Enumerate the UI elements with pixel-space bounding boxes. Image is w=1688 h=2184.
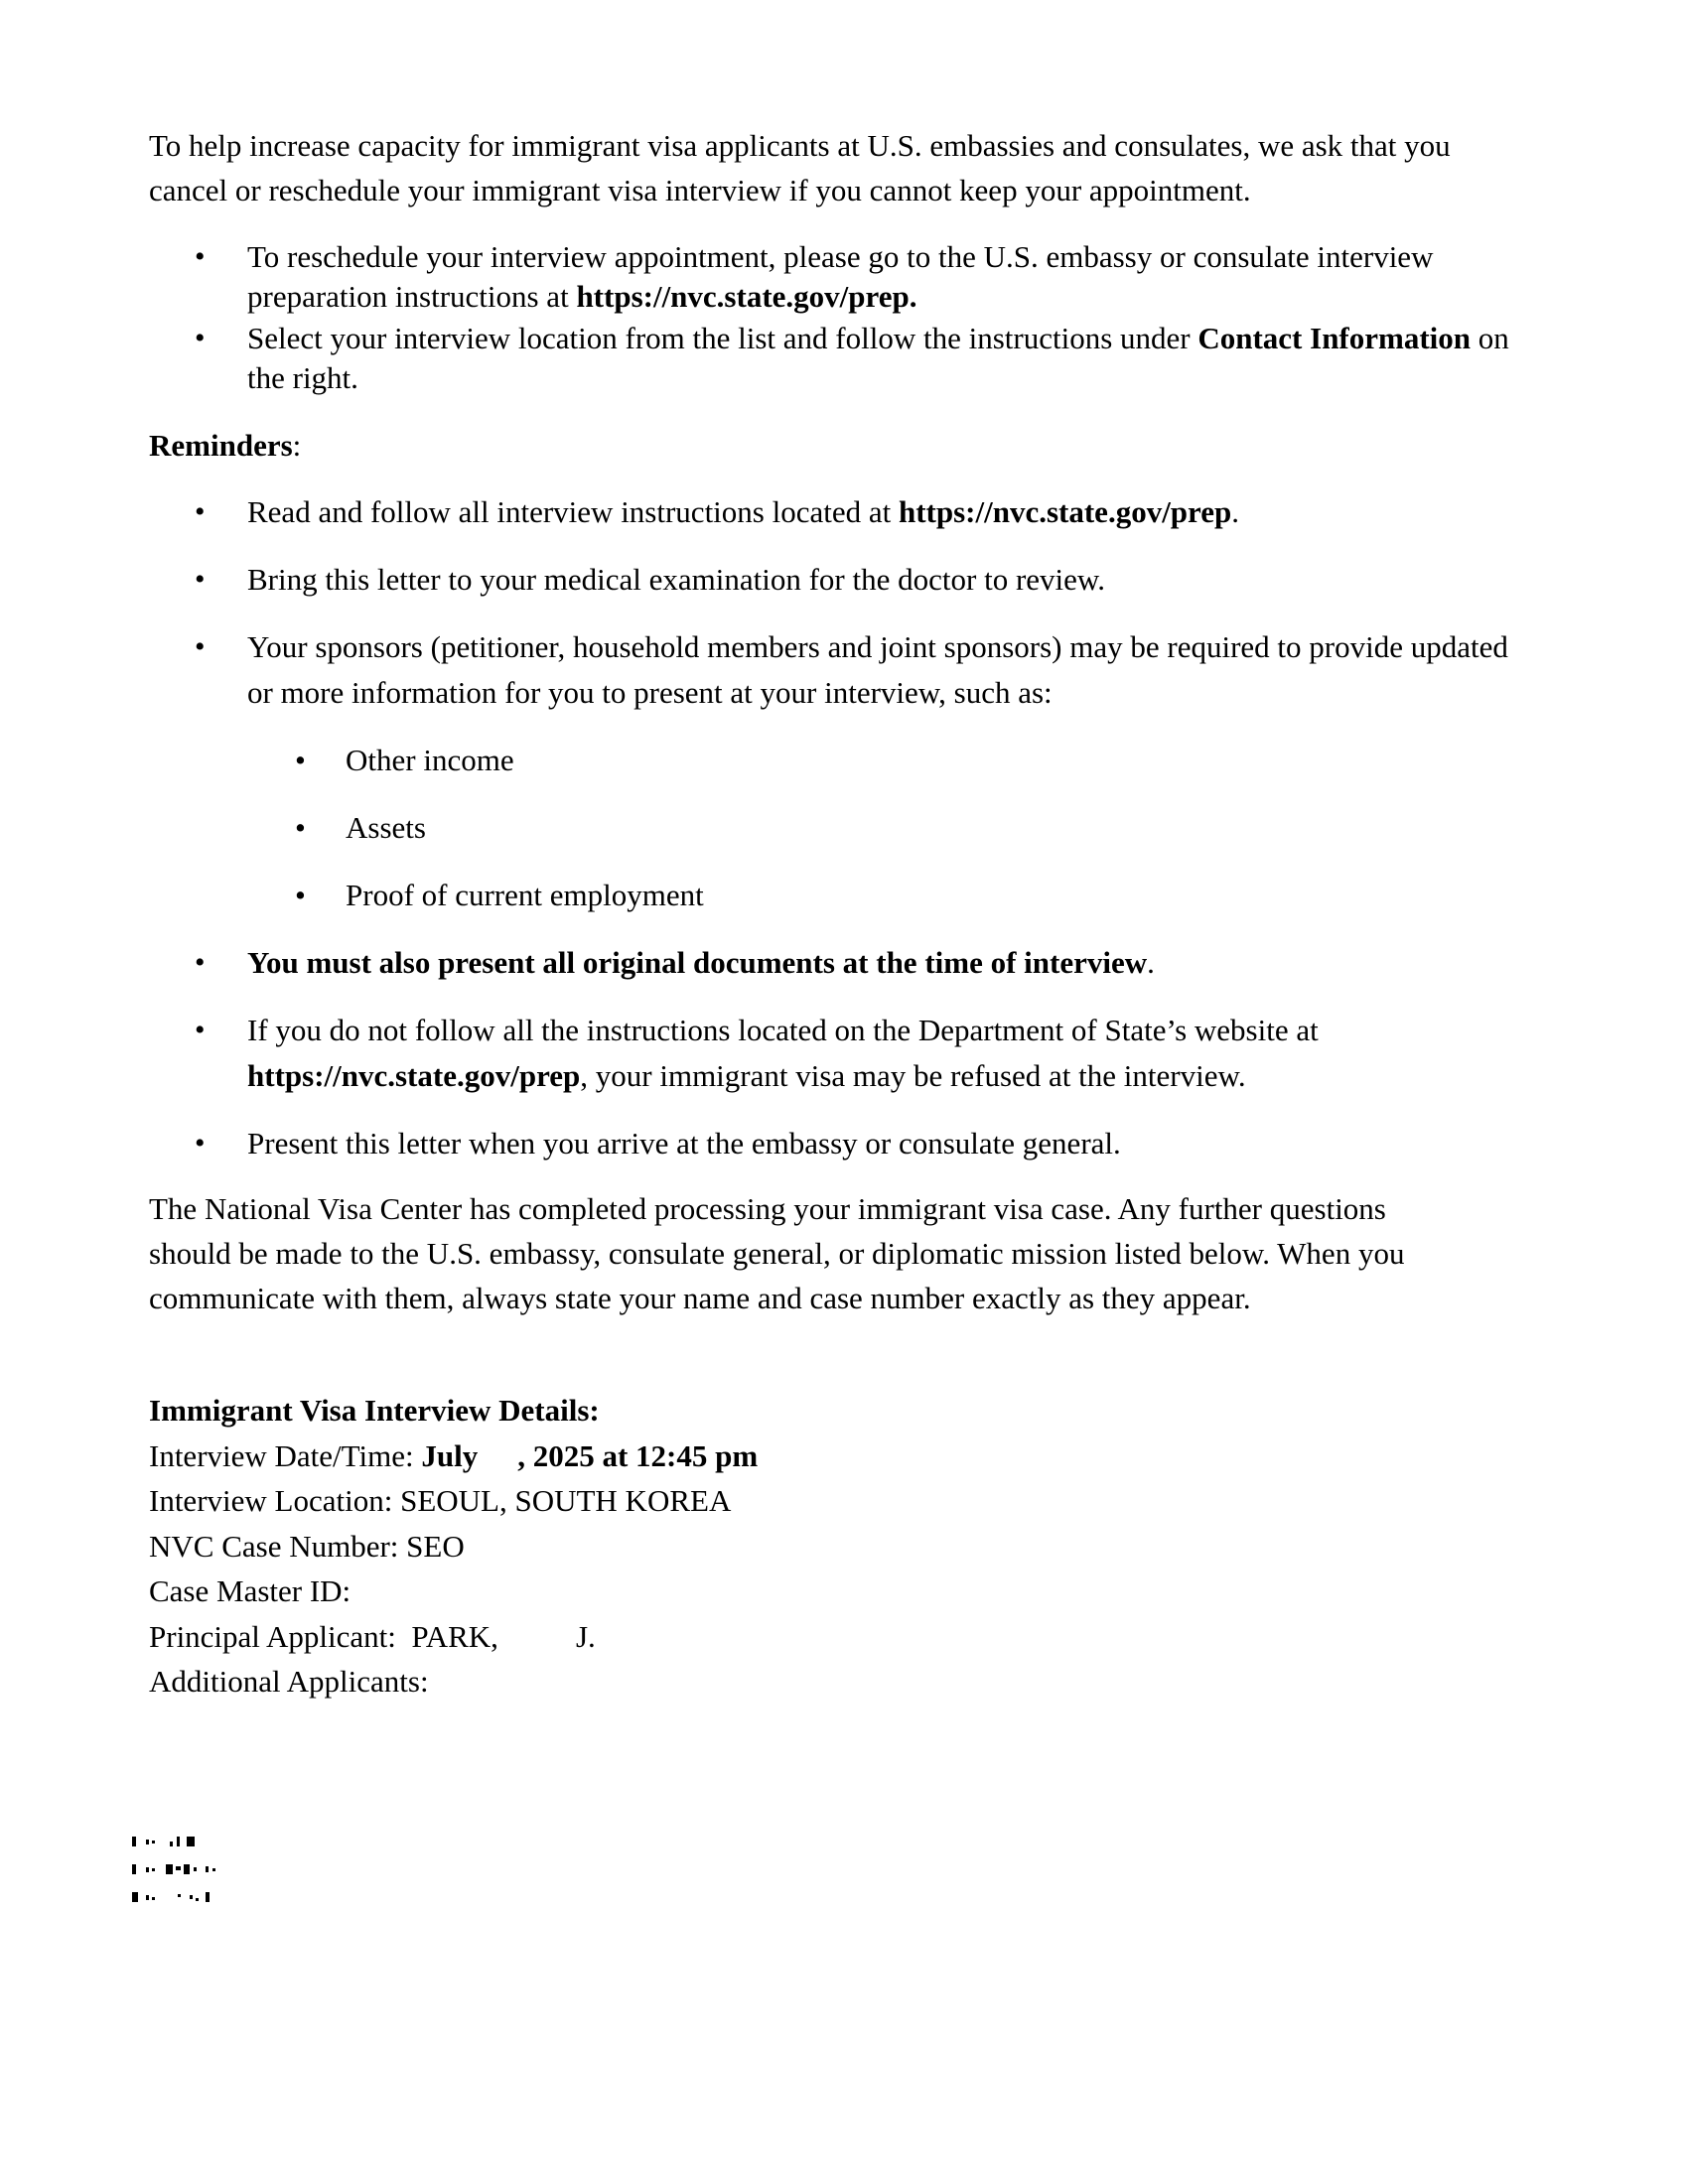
reminder-medical-text: Bring this letter to your medical examination for the doctor to review. — [247, 562, 1106, 597]
case-number-label: NVC Case Number: — [149, 1528, 407, 1564]
location-instruction-end: on the right. — [247, 321, 1509, 395]
principal-applicant-last-name: PARK, — [411, 1618, 498, 1654]
reminder-present-letter-text: Present this letter when you arrive at the embassy or consulate general. — [247, 1126, 1121, 1160]
reschedule-instruction-text: To reschedule your interview appointment, please go to the U.S. embassy or consulate interview preparation instructions at — [247, 239, 1434, 314]
interview-date-value: , 2025 at 12:45 pm — [517, 1437, 759, 1473]
reminder-period: . — [1147, 945, 1155, 980]
reminder-sponsors-text: Your sponsors (petitioner, household members and joint sponsors) may be required to provide updated or more information for you to present at your interview, such as: — [247, 629, 1508, 710]
list-item — [149, 237, 1539, 317]
prep-link[interactable]: https://nvc.state.gov/prep. — [576, 279, 917, 314]
list-item — [149, 489, 1539, 535]
intro-paragraph: To help increase capacity for immigrant visa applicants at U.S. embassies and consulates, we ask that you cancel or reschedule your immigrant visa interview if you cannot keep your appointment. — [149, 128, 1451, 207]
interview-date-label: Interview Date/Time: — [149, 1437, 422, 1473]
location-instruction-text: Select your interview location from the list and follow the instructions under — [247, 321, 1198, 355]
reminders-heading — [149, 423, 1539, 468]
sponsor-documents-list — [247, 738, 1539, 918]
contact-information-label: Contact Information — [1197, 321, 1472, 355]
additional-applicants-label: Additional Applicants: — [149, 1664, 429, 1699]
letter-page — [149, 123, 1539, 1705]
list-item — [149, 557, 1539, 603]
interview-date-month: July — [421, 1437, 479, 1473]
reminder-period: . — [1231, 494, 1239, 529]
principal-applicant-initial: J. — [575, 1618, 596, 1654]
interview-location-row — [149, 1478, 1539, 1524]
interview-details-heading: Immigrant Visa Interview Details: — [149, 1393, 600, 1428]
reminders-heading-text: Reminders — [149, 428, 293, 463]
interview-location-value: SEOUL, SOUTH KOREA — [400, 1483, 732, 1518]
redacted-line — [132, 1864, 291, 1876]
prep-link[interactable]: https://nvc.state.gov/prep — [898, 494, 1232, 529]
interview-date-row — [149, 1433, 1539, 1479]
redacted-applicant-names — [132, 1837, 291, 1920]
list-item — [149, 624, 1539, 918]
reminder-website-text: If you do not follow all the instructions located on the Department of State’s website at — [247, 1013, 1319, 1047]
list-item — [149, 940, 1539, 986]
list-item — [149, 1121, 1539, 1166]
sublist-item: • Assets — [247, 805, 1539, 851]
redacted-line — [132, 1837, 291, 1848]
prep-link[interactable]: https://nvc.state.gov/prep — [247, 1058, 581, 1093]
reminder-refusal-text: , your immigrant visa may be refused at the interview. — [580, 1058, 1246, 1093]
original-documents-notice: You must also present all original documents at the time of interview — [247, 945, 1148, 980]
reminder-instructions-text: Read and follow all interview instructions located at — [247, 494, 899, 529]
sublist-item: • Proof of current employment — [247, 873, 1539, 918]
interview-location-label: Interview Location: — [149, 1483, 401, 1518]
principal-applicant-row — [149, 1614, 1539, 1660]
case-number-row — [149, 1524, 1539, 1570]
redacted-line — [132, 1892, 291, 1904]
sublist-item: • Other income — [247, 738, 1539, 783]
case-master-row — [149, 1569, 1539, 1614]
list-item — [149, 1008, 1539, 1099]
list-item — [149, 319, 1539, 398]
reschedule-list — [149, 237, 1539, 398]
additional-applicants-row — [149, 1659, 1539, 1705]
reminders-list — [149, 489, 1539, 1166]
reminders-colon: : — [292, 428, 302, 463]
principal-applicant-label: Principal Applicant: — [149, 1618, 412, 1654]
case-number-value: SEO — [406, 1528, 465, 1564]
case-master-label: Case Master ID: — [149, 1573, 352, 1608]
interview-details — [149, 1388, 1539, 1705]
closing-paragraph: The National Visa Center has completed processing your immigrant visa case. Any further questions should be made to the U.S. embassy, consulate general, or diplomatic mission listed below. When you communicate with them, always state your name and case number exactly as they appear. — [149, 1191, 1405, 1315]
